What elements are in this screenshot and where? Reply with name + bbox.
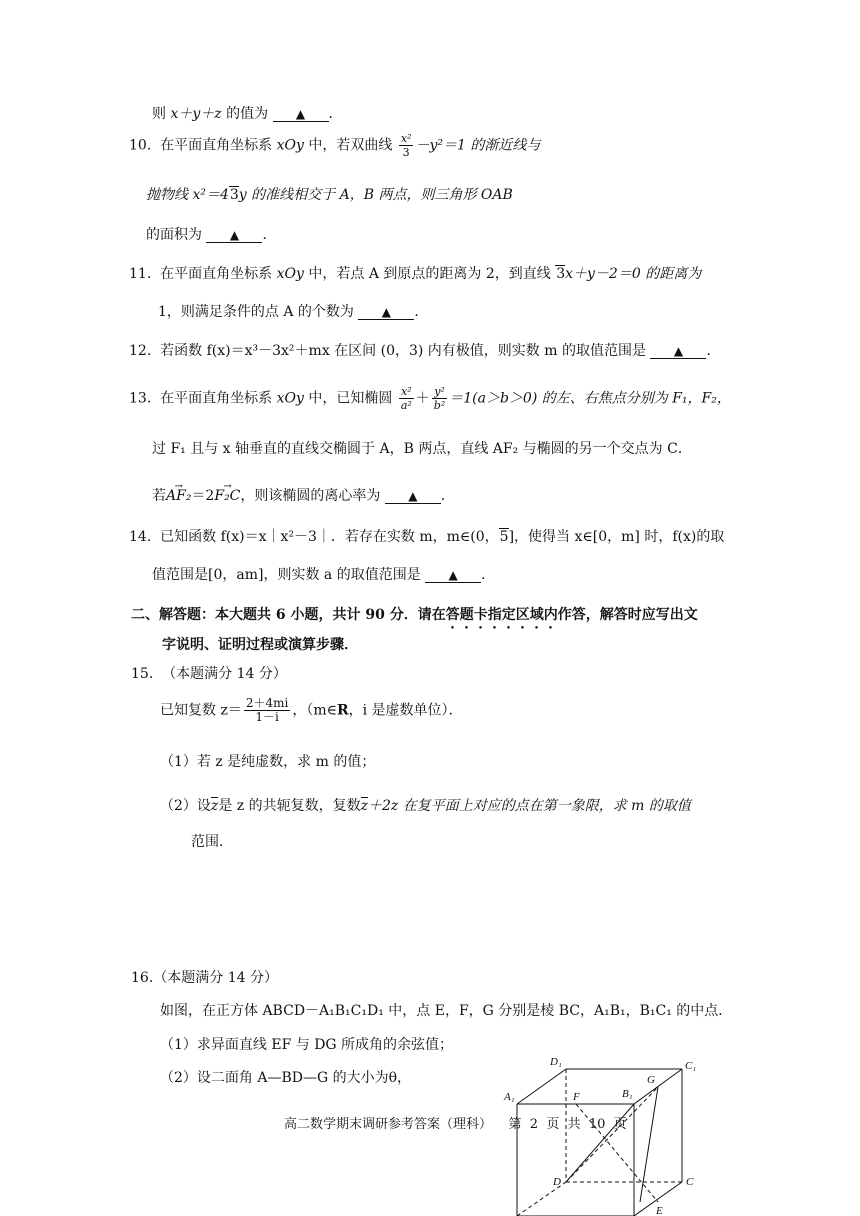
q13-text: ＝2 [191,488,215,504]
q10-sqrt: 3 [229,187,239,203]
label-c1: C₁ [685,1060,697,1072]
q10-text: 在平面直角坐标系 [160,137,273,154]
q16-part2 [160,1069,411,1087]
section-2-emphasis: 答题卡指定区域内 [445,607,558,623]
q9-expr: x＋y＋z [170,106,222,122]
label-d: D [553,1176,561,1188]
q9-suffix: 的值为 [226,106,269,122]
answer-blank: ▲ [273,108,329,122]
q10-line2 [146,186,513,204]
q13-text: ，则该椭圆的离心率为 [240,488,381,504]
label-g: G [647,1074,655,1086]
section-2-text: 二、解答题：本大题共 6 小题，共计 90 分．请在 [131,607,446,623]
label-f: F [573,1091,580,1103]
q15-part1 [160,753,375,771]
section-2-text: 字说明、证明过程或演算步骤． [162,637,358,653]
q14-number: 14. [129,529,152,545]
q13-text: ＝1(a＞b＞0) 的左、右焦点分别为 F₁，F₂， [449,390,731,407]
q15-real-set: R [336,702,349,719]
q11-sqrt: 3 [556,266,566,282]
q15-fraction: $\frac{2+4mi}{1-i}$ [245,696,289,724]
q15-text: ，i 是虚数单位）． [348,702,463,719]
q15-header [131,665,287,683]
q14-sqrt: 5 [499,529,509,545]
q13-number: 13. [129,390,152,407]
q16-text: （1）求异面直线 EF 与 DG 所成角的余弦值； [160,1037,454,1053]
q15-text: （1）若 z 是纯虚数，求 m 的值； [160,754,376,770]
q10-text: 的面积为 [146,227,202,243]
q13-text: 在平面直角坐标系 [160,390,273,407]
q12-number: 12. [129,343,152,359]
q13-text: 过 F₁ 且与 x 轴垂直的直线交椭圆于 A，B 两点，直线 AF₂ 与椭圆的另一个交点为 C． [152,441,692,457]
answer-blank: ▲ [650,345,706,359]
section-2-heading-line2 [162,636,358,654]
q15-text: ＋2z 在复平面上对应的点在第一象限，求 m 的取值 [367,798,691,814]
q15-intro [160,697,463,724]
label-c: C [686,1176,694,1188]
q11-text: 在平面直角坐标系 [160,266,273,282]
q13-fraction-x: $\frac{\text{x²}}{\text{a²}}$ [400,385,412,412]
label-d1: D₁ [550,1056,562,1068]
q9-prefix: 则 [152,106,166,122]
answer-blank: ▲ [206,229,262,243]
q15-text: 范围． [191,834,233,850]
q15-zbar: z [210,798,219,814]
q11-number: 11. [129,266,152,282]
q13-text: 中，已知椭圆 [308,390,393,407]
q13-line3: 若→ AF₂＝2→ F₂C，则该椭圆的离心率为 ▲ ． [152,487,455,505]
answer-blank: ▲ [425,569,481,583]
label-b1: B₁ [622,1088,633,1100]
label-e: E [656,1205,663,1216]
q15-number: 15. [131,666,154,682]
q13-line1: 13. 在平面直角坐标系 xOy 中，已知椭圆 $\frac{\text{x²}}{\text{a²}}$ ＋ $\frac{\text{y²}}{\text{b²}}$ ＝1(a＞b＞0) 的左、右焦点分别为 F₁，F₂， [129,385,731,412]
q11-text: 中，若点 A 到原点的距离为 2，到直线 [308,266,551,282]
q12-text: 若函数 f(x)＝x³－3x²＋mx 在区间 (0，3) 内有极值，则实数 m 的取值范围是 [160,343,646,359]
q15-zbar: z [360,798,368,814]
answer-blank: ▲ [385,490,441,504]
q10-number: 10. [129,137,152,154]
cube-figure [498,1052,718,1216]
q15-text: ，（m∈ [292,702,337,719]
q10-fraction: $\frac{\text{x²}}{3}$ [400,132,412,159]
q14-line2: 值范围是[0，am]，则实数 a 的取值范围是 ▲ ． [152,567,496,583]
q11-line1 [129,265,701,283]
q10-line1 [129,132,540,159]
q11-text: 1，则满足条件的点 A 的个数为 [158,304,354,320]
q10-text: 中，若双曲线 [308,137,393,154]
q16-number: 16. [131,970,154,986]
q16-text: （2）设二面角 A—BD—G 的大小为θ， [160,1070,412,1086]
q13-text: 若 [152,488,166,504]
page-footer: 高二数学期末调研参考答案（理科） 第 2 页 共 10 页 [284,1117,627,1132]
q13-fraction-y: $\frac{\text{y²}}{\text{b²}}$ [433,385,446,412]
q15-text: （2）设 [160,798,211,814]
q12-line: 12. 若函数 f(x)＝x³－3x²＋mx 在区间 (0，3) 内有极值，则实数 m 的取值范围是 ▲ ． [129,343,721,359]
section-2-text: 作答，解答时应写出文 [557,607,698,623]
q16-score: （本题满分 14 分） [153,970,278,986]
q11-line2: 1，则满足条件的点 A 的个数为 ▲ ． [158,304,429,320]
q10-text: －y²＝1 的渐近线与 [415,137,541,154]
q14-text: 值范围是[0，am]，则实数 a 的取值范围是 [152,567,421,583]
q15-text: 已知复数 z＝ [160,702,242,719]
q14-text: ]，使得当 x∈[0，m] 时，f(x)的取 [508,529,725,545]
q16-intro [160,1002,732,1020]
answer-blank: ▲ [358,306,414,320]
q11-text: x＋y－2＝0 的距离为 [565,266,702,282]
q10-text: y 的准线相交于 A，B 两点，则三角形 OAB [238,187,513,203]
q13-line2 [152,440,692,458]
q13-xoy: xOy [276,390,304,407]
q13-vector-f2c: → F₂C [214,487,240,505]
q14-text: 已知函数 f(x)＝x｜x²－3｜．若存在实数 m，m∈(0， [160,529,499,545]
q16-header [131,969,278,987]
q13-vector-af2: → AF₂ [166,487,191,505]
label-a1: A₁ [504,1091,515,1103]
q15-score: （本题满分 14 分） [162,666,287,682]
q15-text: 是 z 的共轭复数，复数 [218,798,361,814]
q15-part2-line2 [191,833,233,851]
q10-text: 抛物线 x²＝4 [146,187,229,203]
q10-xoy: xOy [276,137,304,154]
q15-part2 [160,797,691,815]
q16-part1 [160,1036,453,1054]
section-2-heading [131,606,698,632]
q11-xoy: xOy [276,266,304,282]
q14-line1 [129,528,724,546]
q9-answer-line: 则 x＋y＋z 的值为 ▲ ． [152,106,343,122]
q10-line3: 的面积为 ▲ ． [146,227,277,243]
q16-text: 如图，在正方体 ABCD－A₁B₁C₁D₁ 中，点 E，F，G 分别是棱 BC，A₁B₁，B₁C₁ 的中点． [160,1003,733,1019]
